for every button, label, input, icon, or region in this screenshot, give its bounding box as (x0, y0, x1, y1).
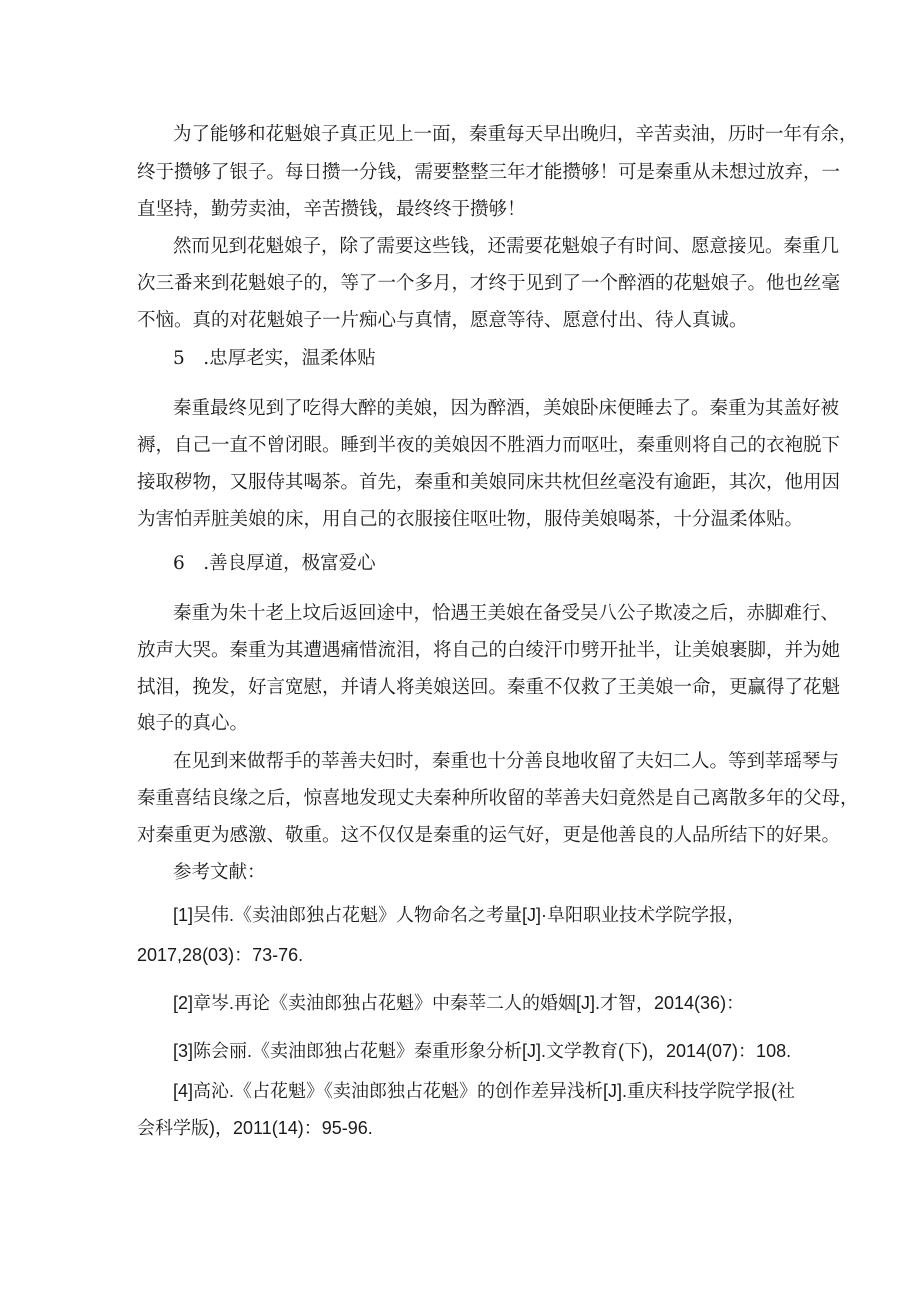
section-heading-6: 6 .善良厚道，极富爱心 (173, 553, 376, 574)
paragraph-1-line-2: 终于攒够了银子。每日攒一分钱，需要整整三年才能攒够！可是秦重从未想过放弃，一 (137, 162, 841, 183)
paragraph-5-line-2: 秦重喜结良缘之后，惊喜地发现丈夫秦种所收留的莘善夫妇竟然是自己离散多年的父母， (137, 788, 859, 809)
paragraph-5-line-3: 对秦重更为感激、敬重。这不仅仅是秦重的运气好，更是他善良的人品所结下的好果。 (137, 825, 841, 846)
paragraph-2-line-2: 次三番来到花魁娘子的，等了一个多月，才终于见到了一个醉酒的花魁娘子。他也丝毫 (137, 273, 841, 294)
paragraph-4-line-1: 秦重为朱十老上坟后返回途中，恰遇王美娘在备受吴八公子欺凌之后，赤脚难行、 (173, 603, 840, 624)
reference-3: [3]陈会丽.《卖油郎独占花魁》秦重形象分析[J].文学教育(下)，2014(07)：108. (173, 1041, 792, 1061)
reference-1-line-1: [1]吴伟.《卖油郎独占花魁》人物命名之考量[J]·阜阳职业技术学院学报， (173, 905, 746, 925)
paragraph-3-line-1: 秦重最终见到了吃得大醉的美娘，因为醉酒，美娘卧床便睡去了。秦重为其盖好被 (173, 398, 840, 419)
reference-1-line-2: 2017,28(03)：73-76. (137, 945, 304, 965)
paragraph-4-line-3: 拭泪，挽发，好言宽慰，并请人将美娘送回。秦重不仅救了王美娘一命，更赢得了花魁 (137, 677, 841, 698)
paragraph-4-line-2: 放声大哭。秦重为其遭遇痛惜流泪，将自己的白绫汗巾劈开扯半，让美娘裹脚，并为她 (137, 640, 841, 661)
paragraph-2-line-1: 然而见到花魁娘子，除了需要这些钱，还需要花魁娘子有时间、愿意接见。秦重几 (173, 236, 840, 257)
paragraph-5-line-1: 在见到来做帮手的莘善夫妇时，秦重也十分善良地收留了夫妇二人。等到莘瑶琴与 (173, 751, 840, 772)
paragraph-1-line-1: 为了能够和花魁娘子真正见上一面，秦重每天早出晚归，辛苦卖油，历时一年有余， (173, 124, 858, 145)
paragraph-3-line-3: 接取秽物，又服侍其喝茶。首先，秦重和美娘同床共枕但丝毫没有逾距，其次，他用因 (137, 472, 841, 493)
paragraph-4-line-4: 娘子的真心。 (137, 713, 249, 734)
section-heading-5: 5 .忠厚老实，温柔体贴 (173, 348, 376, 369)
paragraph-3-line-2: 褥，自己一直不曾闭眼。睡到半夜的美娘因不胜酒力而呕吐，秦重则将自己的衣袍脱下 (137, 435, 841, 456)
reference-4-line-2: 会科学版)，2011(14)：95-96. (137, 1118, 373, 1138)
reference-2: [2]章岑.再论《卖油郎独占花魁》中秦莘二人的婚姻[J].才智，2014(36)： (173, 993, 745, 1013)
references-heading: 参考文献： (173, 862, 266, 883)
paragraph-1-line-3: 直坚持，勤劳卖油，辛苦攒钱，最终终于攒够！ (137, 199, 526, 220)
paragraph-3-line-4: 为害怕弄脏美娘的床，用自己的衣服接住呕吐物，服侍美娘喝茶，十分温柔体贴。 (137, 509, 804, 530)
paragraph-2-line-3: 不恼。真的对花魁娘子一片痴心与真情，愿意等待、愿意付出、待人真诚。 (137, 310, 748, 331)
reference-4-line-1: [4]高沁.《占花魁》《卖油郎独占花魁》的创作差异浅析[J].重庆科技学院学报(社 (173, 1081, 796, 1101)
